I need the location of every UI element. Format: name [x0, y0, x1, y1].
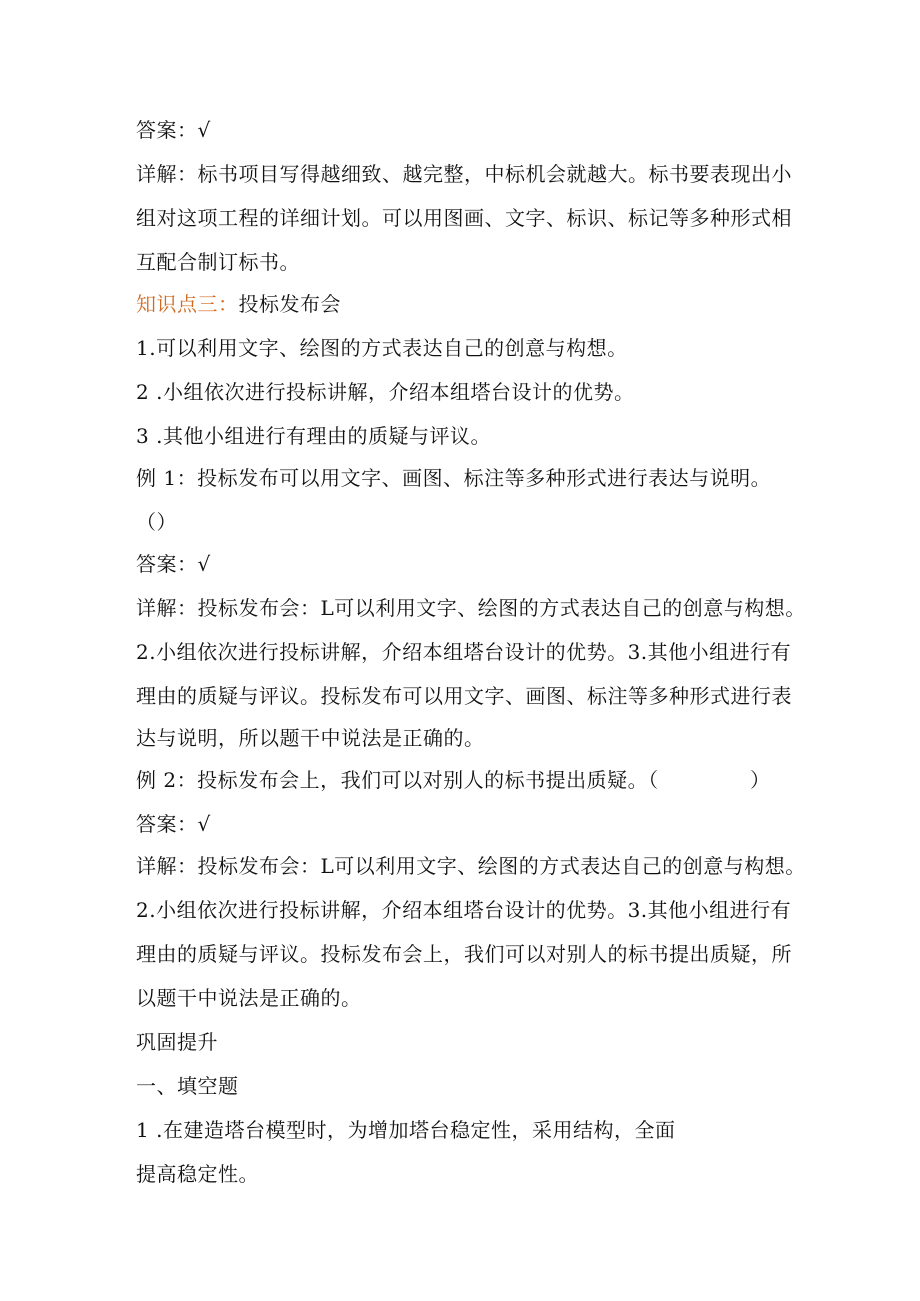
point-3: 3 .其他小组进行有理由的质疑与评议。	[136, 424, 491, 448]
question-1-line-2: 提高稳定性。	[136, 1162, 259, 1186]
section-3-heading	[136, 290, 341, 318]
detail-1-line-3: 互配合制订标书。	[136, 250, 300, 274]
answer-1: 答案：√	[136, 118, 211, 142]
example-2-paren-close: ）	[750, 768, 771, 792]
example-2-detail-line-2: 2.小组依次进行投标讲解，介绍本组塔台设计的优势。3.其他小组进行有	[136, 898, 792, 922]
consolidate-title: 巩固提升	[136, 1030, 218, 1054]
detail-1-line-1: 详解：标书项目写得越细致、越完整，中标机会就越大。标书要表现出小	[136, 162, 792, 186]
section-3-title: 投标发布会	[238, 292, 341, 316]
example-1-paren: （）	[136, 510, 177, 534]
example-2-detail-line-4: 以题干中说法是正确的。	[136, 986, 362, 1010]
example-1-detail-line-3: 理由的质疑与评议。投标发布可以用文字、画图、标注等多种形式进行表	[136, 684, 792, 708]
example-1-detail-line-2: 2.小组依次进行投标讲解，介绍本组塔台设计的优势。3.其他小组进行有	[136, 640, 792, 664]
point-1: 1.可以利用文字、绘图的方式表达自己的创意与构想。	[136, 336, 628, 360]
example-2-detail-line-1: 详解：投标发布会：L可以利用文字、绘图的方式表达自己的创意与构想。	[136, 854, 806, 878]
question-1-line-1: 1 .在建造塔台模型时，为增加塔台稳定性，采用结构，全面	[136, 1118, 676, 1142]
section-3-label: 知识点三：	[136, 292, 239, 316]
point-2: 2 .小组依次进行投标讲解，介绍本组塔台设计的优势。	[136, 380, 635, 404]
example-1-detail-line-1: 详解：投标发布会：L可以利用文字、绘图的方式表达自己的创意与构想。	[136, 596, 806, 620]
example-1-question: 例 1：投标发布可以用文字、画图、标注等多种形式进行表达与说明。	[136, 466, 772, 490]
example-2-detail-line-3: 理由的质疑与评议。投标发布会上，我们可以对别人的标书提出质疑，所	[136, 942, 792, 966]
example-1-answer: 答案：√	[136, 552, 211, 576]
example-1-detail-line-4: 达与说明，所以题干中说法是正确的。	[136, 726, 485, 750]
fill-blank-section: 一、填空题	[136, 1074, 239, 1098]
example-2-question: 例 2：投标发布会上，我们可以对别人的标书提出质疑。（	[136, 768, 659, 792]
example-2-question-row	[136, 766, 776, 794]
example-2-answer: 答案：√	[136, 812, 211, 836]
detail-1-line-2: 组对这项工程的详细计划。可以用图画、文字、标识、标记等多种形式相	[136, 206, 792, 230]
